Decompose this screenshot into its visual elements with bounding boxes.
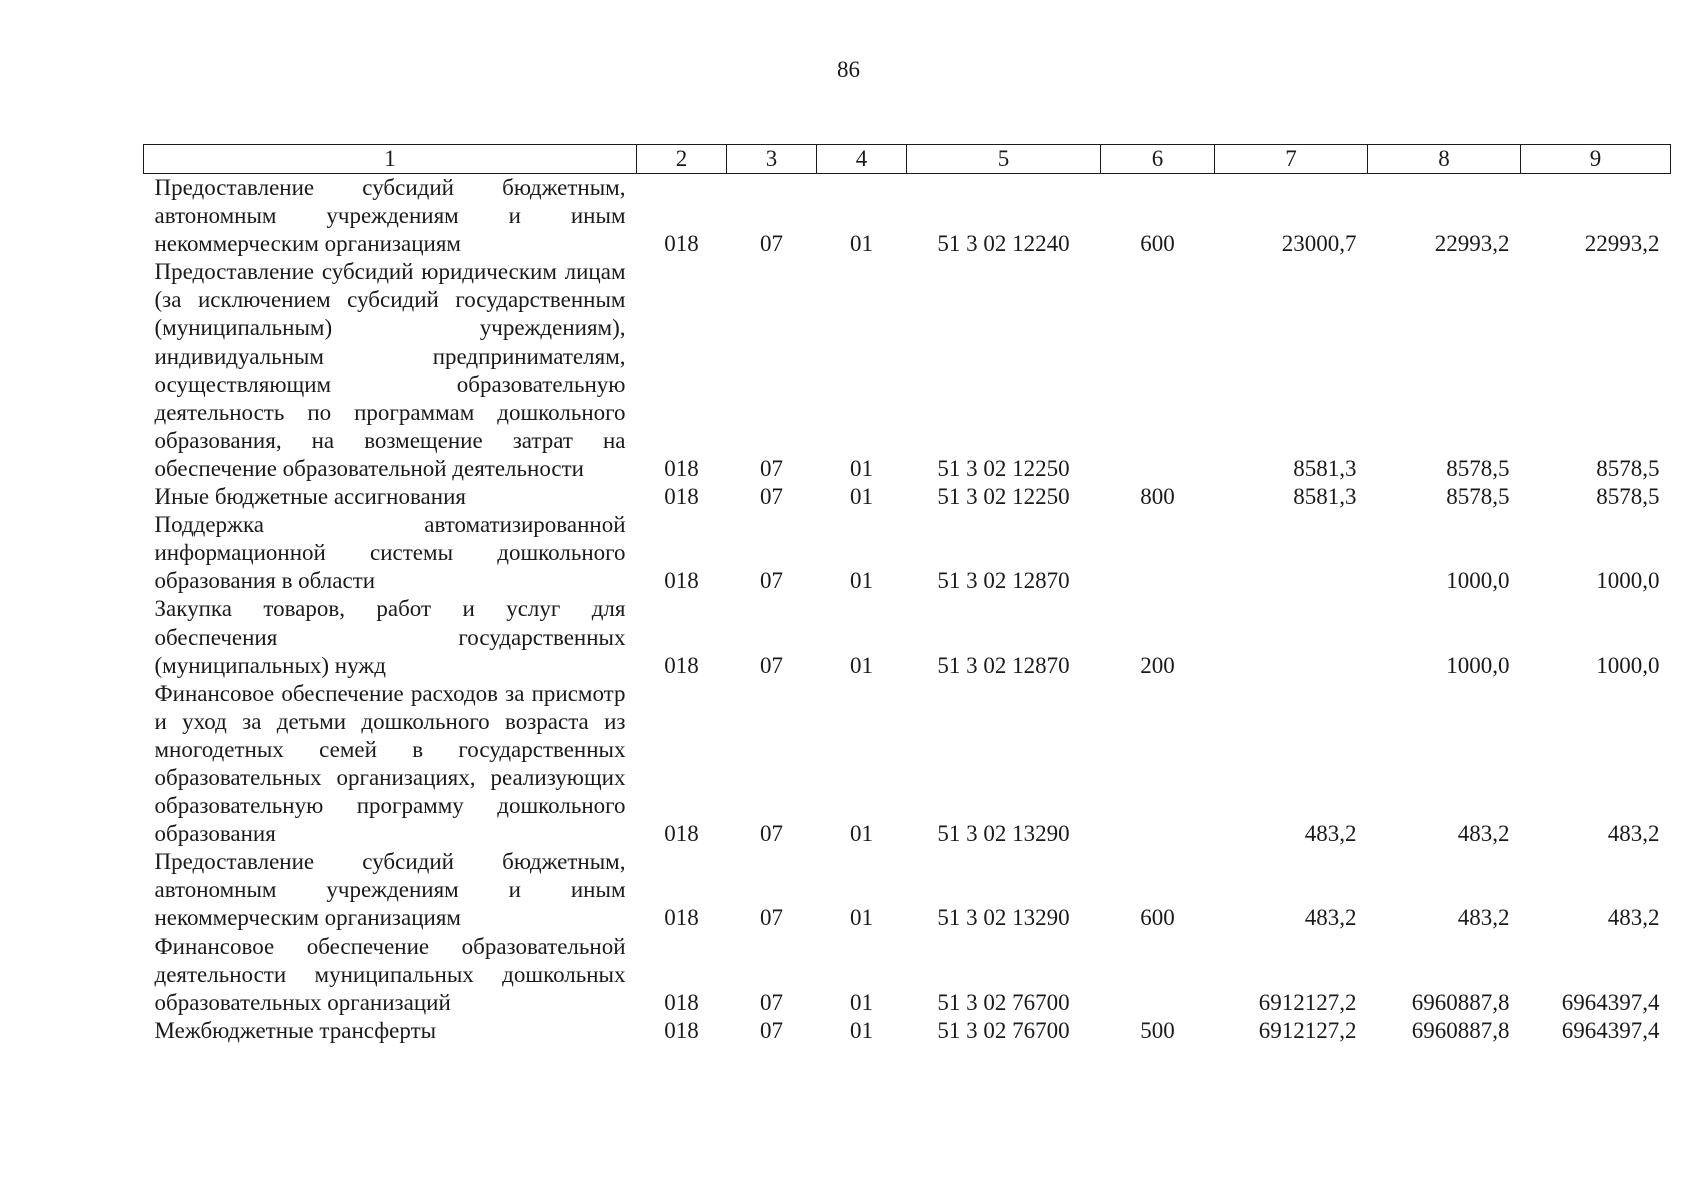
cell-target-article: 51 3 02 12870 <box>937 568 1070 594</box>
cell-amount-9: 483,2 <box>1607 905 1660 931</box>
cell-ministry: 018 <box>664 455 699 481</box>
column-header: 6 <box>1101 145 1215 174</box>
table-row <box>144 511 1671 595</box>
cell-section: 07 <box>760 455 783 481</box>
cell-amount-8: 483,2 <box>1457 821 1510 847</box>
row-name: Финансовое обеспечение расходов за присмотр и уход за детьми дошкольного возраста из многодетных семей в государственных образовательных организациях, реализующих образовательную программу дошкольного образования <box>154 680 626 847</box>
cell-expense-type: 200 <box>1140 652 1175 678</box>
cell-expense-type <box>1101 933 1215 1017</box>
cell-subsection: 01 <box>850 568 873 594</box>
column-header: 9 <box>1521 145 1671 174</box>
cell-subsection: 01 <box>850 455 873 481</box>
cell-subsection: 01 <box>850 905 873 931</box>
cell-amount-7: 8581,3 <box>1293 484 1357 510</box>
cell-expense-type: 600 <box>1140 231 1175 257</box>
cell-amount-9: 1000,0 <box>1596 652 1660 678</box>
cell-section: 07 <box>760 231 783 257</box>
cell-amount-8: 1000,0 <box>1446 652 1510 678</box>
cell-subsection: 01 <box>850 652 873 678</box>
cell-amount-8: 8578,5 <box>1446 484 1510 510</box>
cell-target-article: 51 3 02 12240 <box>937 231 1070 257</box>
cell-section: 07 <box>760 652 783 678</box>
cell-ministry: 018 <box>664 568 699 594</box>
cell-amount-9: 6964397,4 <box>1561 1017 1660 1043</box>
cell-expense-type: 600 <box>1140 905 1175 931</box>
column-header: 1 <box>144 145 637 174</box>
column-header: 7 <box>1215 145 1368 174</box>
cell-expense-type <box>1101 511 1215 595</box>
table-row <box>144 1017 1671 1045</box>
cell-target-article: 51 3 02 13290 <box>937 905 1070 931</box>
table-row <box>144 483 1671 511</box>
cell-section: 07 <box>760 989 783 1015</box>
cell-amount-7: 8581,3 <box>1293 455 1357 481</box>
cell-target-article: 51 3 02 76700 <box>937 989 1070 1015</box>
cell-amount-8: 483,2 <box>1457 905 1510 931</box>
column-header: 2 <box>637 145 727 174</box>
page-number: 86 <box>837 57 860 82</box>
cell-amount-7: 483,2 <box>1304 905 1357 931</box>
cell-section: 07 <box>760 905 783 931</box>
table-row <box>144 595 1671 679</box>
cell-target-article: 51 3 02 12250 <box>937 484 1070 510</box>
cell-amount-8: 1000,0 <box>1446 568 1510 594</box>
cell-amount-8: 8578,5 <box>1446 455 1510 481</box>
cell-amount-7: 6912127,2 <box>1258 989 1357 1015</box>
cell-ministry: 018 <box>664 231 699 257</box>
table-row <box>144 174 1671 259</box>
column-header: 8 <box>1368 145 1521 174</box>
cell-section: 07 <box>760 484 783 510</box>
cell-expense-type: 800 <box>1140 484 1175 510</box>
cell-section: 07 <box>760 1017 783 1043</box>
row-name: Финансовое обеспечение образовательной деятельности муниципальных дошкольных образовательных организаций <box>154 933 626 1015</box>
cell-amount-8: 6960887,8 <box>1411 989 1510 1015</box>
cell-amount-8: 6960887,8 <box>1411 1017 1510 1043</box>
table-row <box>144 933 1671 1017</box>
cell-amount-9: 8578,5 <box>1596 455 1660 481</box>
cell-ministry: 018 <box>664 484 699 510</box>
column-header: 4 <box>817 145 907 174</box>
table-row <box>144 848 1671 932</box>
cell-amount-9: 1000,0 <box>1596 568 1660 594</box>
cell-subsection: 01 <box>850 821 873 847</box>
row-name: Предоставление субсидий бюджетным, автономным учреждениям и иным некоммерческим организациям <box>154 849 626 931</box>
header-row <box>144 145 1671 174</box>
cell-ministry: 018 <box>664 1017 699 1043</box>
cell-ministry: 018 <box>664 905 699 931</box>
cell-target-article: 51 3 02 13290 <box>937 821 1070 847</box>
cell-ministry: 018 <box>664 989 699 1015</box>
cell-expense-type: 500 <box>1140 1017 1175 1043</box>
cell-target-article: 51 3 02 12870 <box>937 652 1070 678</box>
cell-amount-7 <box>1215 511 1368 595</box>
cell-amount-7: 483,2 <box>1304 821 1357 847</box>
column-header: 5 <box>907 145 1101 174</box>
cell-amount-7: 23000,7 <box>1281 231 1357 257</box>
cell-amount-9: 6964397,4 <box>1561 989 1660 1015</box>
cell-section: 07 <box>760 568 783 594</box>
cell-section: 07 <box>760 821 783 847</box>
row-name: Иные бюджетные ассигнования <box>154 484 466 510</box>
cell-expense-type <box>1101 680 1215 849</box>
cell-target-article: 51 3 02 76700 <box>937 1017 1070 1043</box>
cell-amount-9: 483,2 <box>1607 821 1660 847</box>
table-row <box>144 258 1671 483</box>
cell-amount-7 <box>1215 595 1368 679</box>
cell-subsection: 01 <box>850 231 873 257</box>
cell-target-article: 51 3 02 12250 <box>937 455 1070 481</box>
cell-amount-9: 22993,2 <box>1584 231 1660 257</box>
row-name: Предоставление субсидий бюджетным, автономным учреждениям и иным некоммерческим организациям <box>154 175 626 257</box>
cell-amount-8: 22993,2 <box>1434 231 1510 257</box>
column-header: 3 <box>727 145 817 174</box>
row-name: Предоставление субсидий юридическим лицам (за исключением субсидий государственным (муниципальным) учреждениям), индивидуальным предпринимателям, осуществляющим образовательную деятельность по программам дошкольного образования, на возмещение затрат на обеспечение образовательной деятельности <box>154 259 626 481</box>
cell-subsection: 01 <box>850 484 873 510</box>
cell-subsection: 01 <box>850 1017 873 1043</box>
cell-amount-9: 8578,5 <box>1596 484 1660 510</box>
table-row <box>144 680 1671 849</box>
row-name: Закупка товаров, работ и услуг для обеспечения государственных (муниципальных) нужд <box>154 596 626 678</box>
cell-ministry: 018 <box>664 652 699 678</box>
cell-expense-type <box>1101 258 1215 483</box>
row-name: Межбюджетные трансферты <box>154 1017 437 1043</box>
cell-ministry: 018 <box>664 821 699 847</box>
cell-amount-7: 6912127,2 <box>1258 1017 1357 1043</box>
cell-subsection: 01 <box>850 989 873 1015</box>
budget-table <box>143 144 1671 1045</box>
row-name: Поддержка автоматизированной информационной системы дошкольного образования в области <box>154 512 626 594</box>
